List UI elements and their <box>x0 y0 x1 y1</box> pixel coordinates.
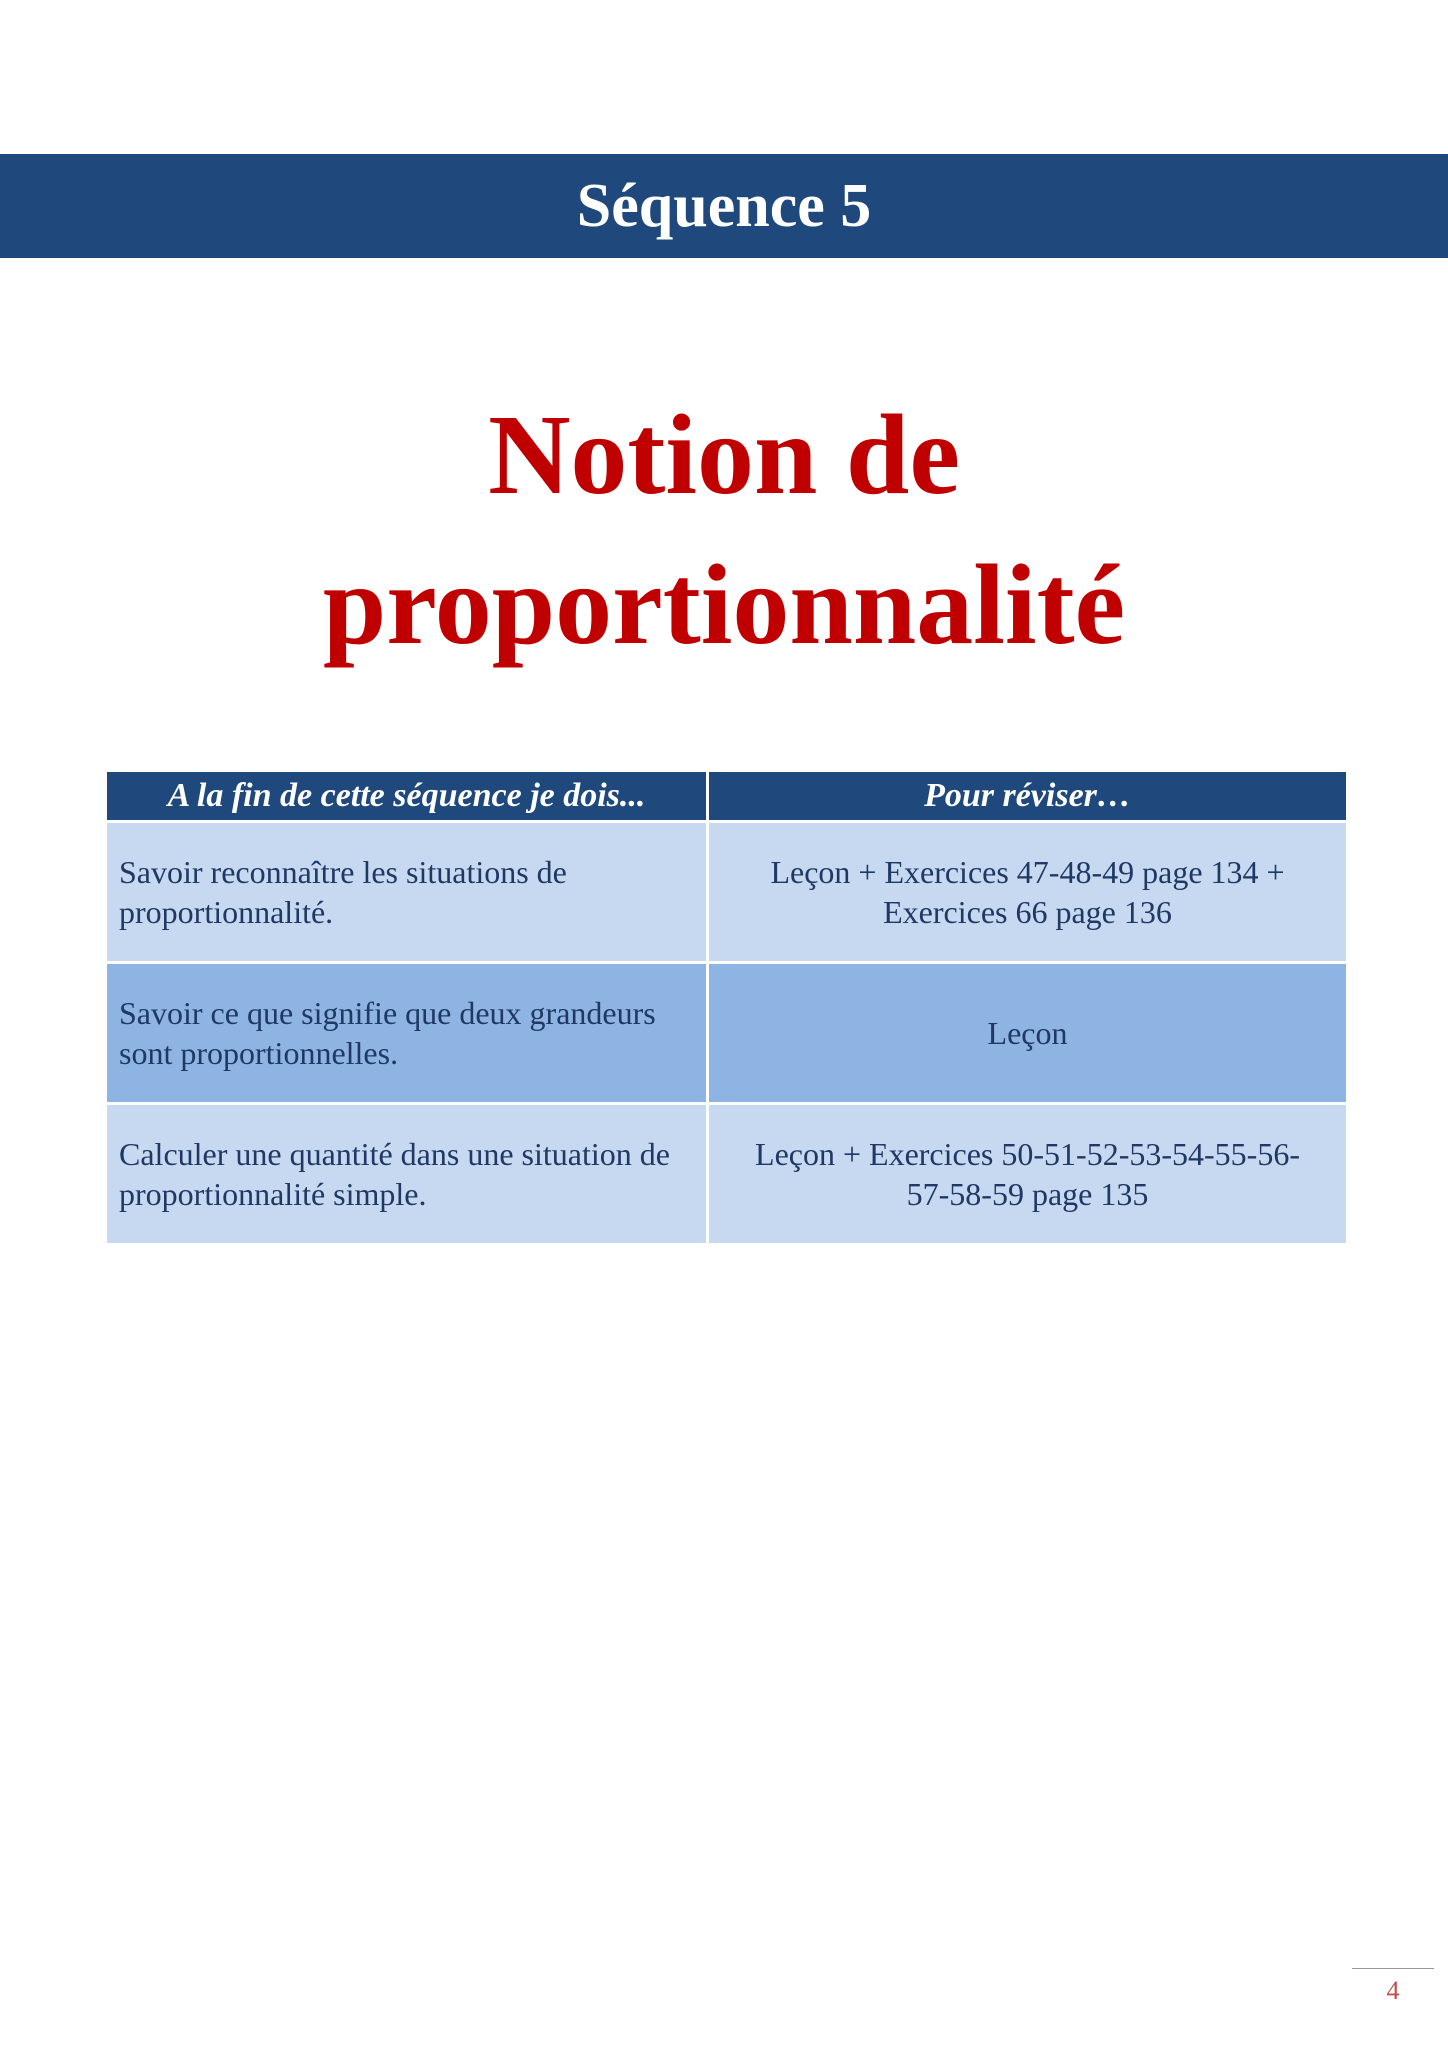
revise-cell <box>708 822 1348 963</box>
revise-line: Leçon + Exercices 50-51-52-53-54-55-56- <box>755 1136 1300 1172</box>
revise-line: Leçon + Exercices 47-48-49 page 134 + <box>770 854 1285 890</box>
objective-cell: Calculer une quantité dans une situation de proportionnalité simple. <box>106 1104 708 1245</box>
revise-line: 57-58-59 page 135 <box>906 1176 1149 1212</box>
revise-line: Leçon <box>987 1015 1068 1051</box>
revise-cell <box>708 1104 1348 1245</box>
table-row <box>106 1104 1348 1245</box>
page-title-line-2: proportionnalité <box>322 541 1126 668</box>
table-row <box>106 963 1348 1104</box>
table-header-row <box>106 772 1348 822</box>
page-number-rule <box>1352 1968 1434 1969</box>
page-title-line-1: Notion de <box>488 391 960 518</box>
column-header-revise: Pour réviser… <box>708 772 1348 822</box>
sequence-banner <box>0 154 1448 258</box>
objective-cell: Savoir ce que signifie que deux grandeurs sont proportionnelles. <box>106 963 708 1104</box>
revise-line: Exercices 66 page 136 <box>883 894 1172 930</box>
sequence-title: Séquence 5 <box>576 172 872 240</box>
objective-cell: Savoir reconnaître les situations de proportionnalité. <box>106 822 708 963</box>
page-title <box>0 380 1448 680</box>
objectives-table <box>104 772 1349 1246</box>
table-row <box>106 822 1348 963</box>
column-header-objectives: A la fin de cette séquence je dois... <box>106 772 708 822</box>
revise-cell <box>708 963 1348 1104</box>
page-number: 4 <box>1386 1976 1400 2005</box>
